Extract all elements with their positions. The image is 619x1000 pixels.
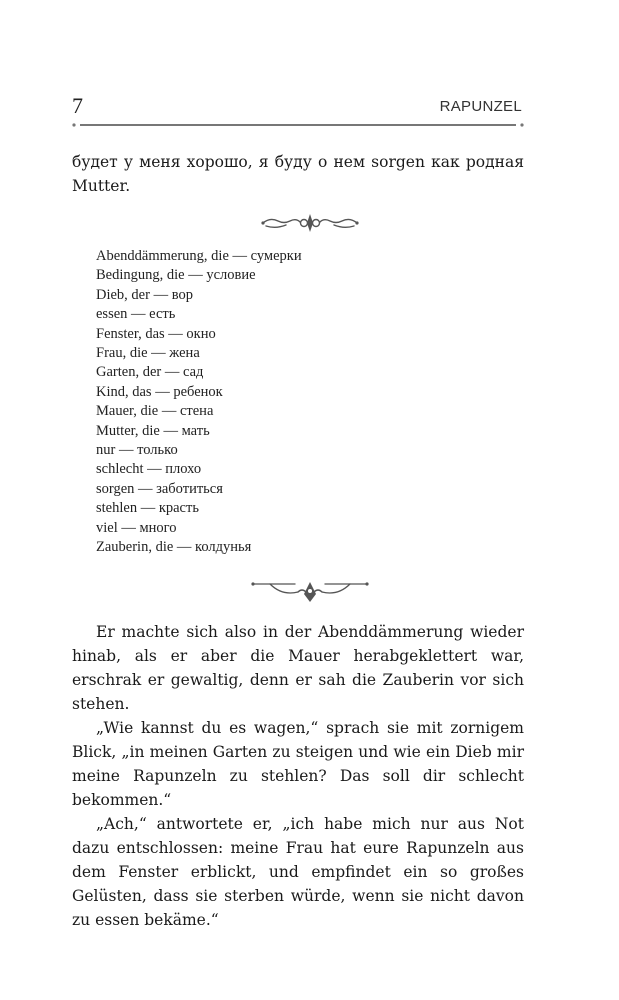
vocab-item: Bedingung, die — условие [96,267,256,284]
vocab-item: Mauer, die — стена [96,403,214,420]
vocab-item: nur — только [96,442,178,459]
flourish-icon [260,212,360,234]
vocab-item: Abenddämmerung, die — сумерки [96,248,302,264]
vocabulary-list [96,247,516,558]
ornament-divider-top [0,212,619,234]
vocab-item: stehlen — красть [96,500,199,517]
vocab-item: Zauberin, die — колдунья [96,539,252,556]
vocab-item: Mutter, die — мать [96,422,210,439]
story-paragraph: Er machte sich also in der Abenddämmerung wieder hinab, als er aber die Mauer herabgeklettert war, erschrak er gewaltig, denn er sah die Zauberin vor sich stehen. [72,623,524,713]
vocab-item: Kind, das — ребенок [96,383,223,400]
vocab-item: viel — много [96,519,177,536]
running-title: RAPUNZEL [439,98,522,115]
vocab-item: sorgen — заботиться [96,480,223,497]
vocab-item: schlecht — плохо [96,461,202,478]
flourish-icon [250,578,370,604]
page-number: 7 [72,93,83,118]
header-rule [72,123,524,127]
continued-paragraph: будет у меня хорошо, я буду о нем sorgen как родная Mutter. [72,153,524,195]
page-header [72,94,524,126]
ornament-divider-bottom [0,578,619,604]
vocab-item: Garten, der — сад [96,364,204,381]
story-paragraph: „Ach,“ antwortete er, „ich habe mich nur aus Not dazu entschlossen: meine Frau hat eure Rapunzeln aus dem Fenster erblickt, und empfindet ein so großes Gelüsten, dass sie sterben würde, wenn sie nicht davon zu essen bekäme.“ [72,815,524,929]
vocab-item: Frau, die — жена [96,345,200,362]
vocab-item: essen — есть [96,306,176,323]
story-text [72,620,524,932]
story-paragraph: „Wie kannst du es wagen,“ sprach sie mit zornigem Blick, „in meinen Garten zu steigen und wie ein Dieb mir meine Rapunzeln zu stehlen? Das soll dir schlecht bekommen.“ [72,719,524,809]
vocab-item: Dieb, der — вор [96,286,193,303]
vocab-item: Fenster, das — окно [96,325,216,342]
